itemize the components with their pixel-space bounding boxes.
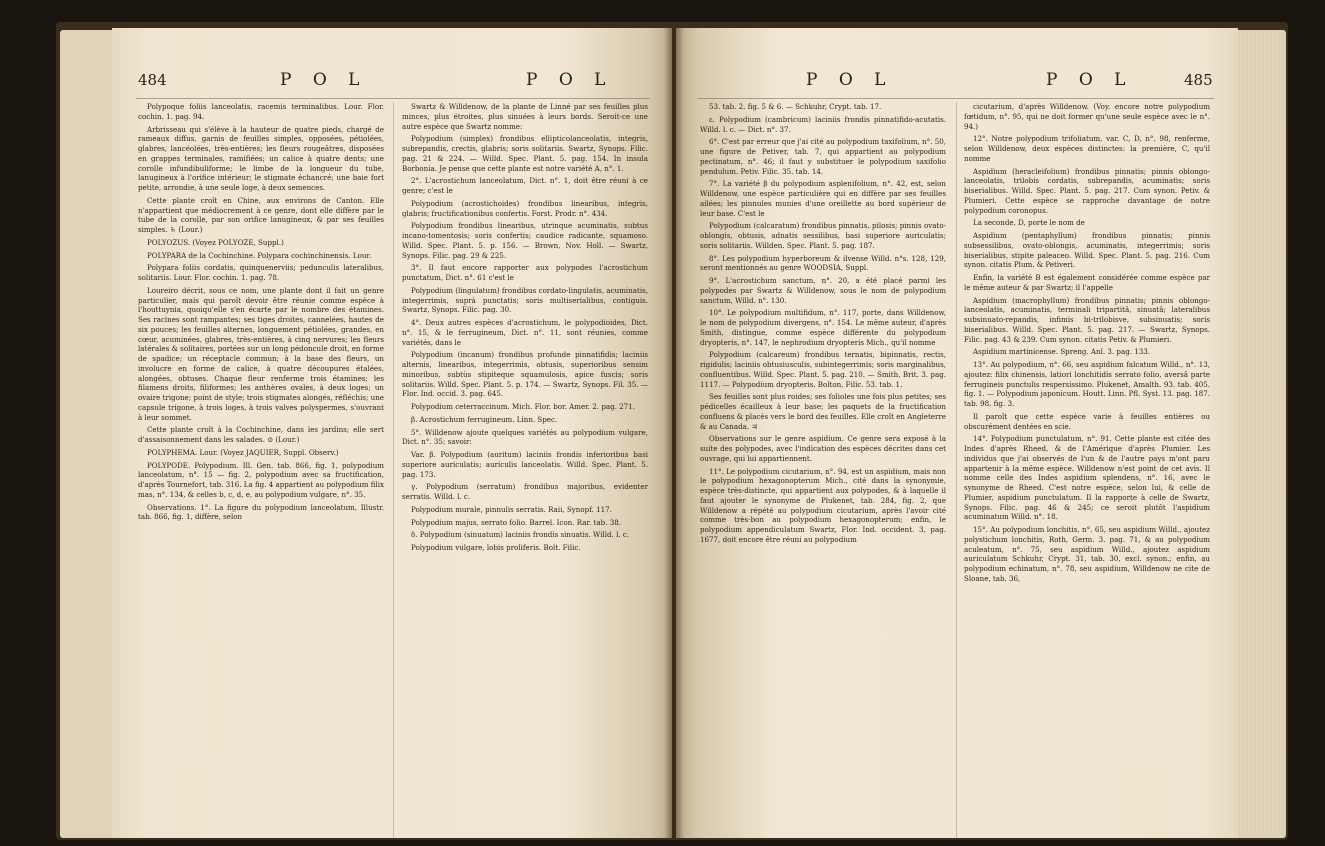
paragraph: Polypodium (acrostichoides) frondibus linearibus, integris, glabris; fructificationibus confertis. Forst. Prodr. n°. 434. <box>402 198 648 218</box>
paragraph: 2°. L'acrostichum lanceolatum, Dict. n°. 1, doit être réuni à ce genre; c'est le <box>402 176 648 195</box>
left-running-head-1: P O L <box>280 70 368 90</box>
paragraph: δ. Polypodium (sinuatum) laciniis frondis sinuatis. Willd. l. c. <box>411 530 630 540</box>
paragraph: 13°. Au polypodium, n°. 66, seu aspidium falcatum Willd., n°. 13, ajoutez: filix chinensis, latiori lonchitidis serrato folio, aversâ parte ferrugineis punctulis respersissimo. Plukenet, Amalth. 93. tab. 405. fig. 1. — Polypodium japonicum. Houtt. Linn. Pfl. Syst. 13. pag. 187. tab. 98. fig. 3. <box>964 360 1210 408</box>
paragraph: 8°. Les polypodium hyperboreum & ilvense Willd. n°s. 128, 129, seront mentionnés au genre WOODSIA, Suppl. <box>700 253 946 273</box>
paragraph: Polypodium (calcareum) frondibus ternatis, bipinnatis, rectis, rigidulis; laciniis obtusiusculis, subintegerrimis; soris marginalibus, confluentibus. Willd. Spec. Plant. 5. pag. 210. — Smith, Brit. 3. pag. 1117. — Polypodium dryopteris. Bolton, Filic. 53. tab. 1. <box>700 350 946 389</box>
paragraph: 5°. Willdenow ajoute quelques variétés au polypodium vulgare, Dict. n°. 35; savoir: <box>402 427 648 447</box>
paragraph: POLYPARA de la Cochinchine. Polypara cochinchinensis. Lour. <box>147 250 372 260</box>
paragraph: Var. β. Polypodium (auritum) laciniis frondis inferioribus basi superiore auriculatis; auriculis lanceolatis. Willd. Spec. Plant. 5. pag. 173. <box>402 450 648 479</box>
right-column-2 <box>964 102 1210 587</box>
paragraph: 4°. Deux autres espèces d'acrostichum, le polypodioides, Dict. n°. 15, & le ferrugineum, Dict. n°. 11, sont réunies, comme variétés, dans le <box>402 318 648 347</box>
paragraph: Polypodium murale, pinnulis serratis. Raii, Synopf. 117. <box>411 504 612 514</box>
paragraph: Observations. 1°. La figure du polypodium lanceolatum, Illustr. tab. 866, fig. 1, diffère, selon <box>138 502 384 522</box>
paragraph: 3°. Il faut encore rapporter aux polypodes l'acrostichum punctatum, Dict. n°. 61 c'est le <box>402 263 648 282</box>
paragraph: Il paroît que cette espèce varie à feuilles entières ou obscurément dentées en scie. <box>964 411 1210 431</box>
column-divider <box>956 102 957 838</box>
left-running-head-2: P O L <box>526 70 614 90</box>
paragraph: Cette plante croît en Chine, aux environs de Canton. Elle n'appartient que médiocrement à ce genre, dont elle diffère par le tube de la corolle, par son orifice lanugineux, & par ses feuilles simples. ♄ (Lour.) <box>138 195 384 234</box>
left-page-number: 484 <box>138 71 167 89</box>
paragraph: 14°. Polypodium punctulatum, n°. 91. Cette plante est citée des Indes d'après Rheed, & de l'Amérique d'après Plumier. Les individus que j'ai observés de l'un & de l'autre pays m'ont paru appartenir à la même espèce. Willdenow n'est point de cet avis. Il nomme celle des Indes aspidium splendens, n°. 16, avec le synonyme de Rheed. C'est notre espèce, selon lui, & celle de Plumier, aspidium punctulatum. Il la rapporte à celle de Swartz, Synops. Filic. pag. 46 & 245; ce seroit plutôt l'aspidium acuminatum Willd. n°. 18. <box>964 434 1210 522</box>
paragraph: Polypodium frondibus linearibus, utrinque acuminatis, subtus incano-tomentosis; soris confertis; caudice radicante, squamoso. Willd. Spec. Plant. 5. p. 156. — Brown, Nov. Holl. — Swartz, Synops. Filic. pag. 29 & 225. <box>402 221 648 260</box>
right-running-head-2: P O L <box>1046 70 1134 90</box>
book-gutter <box>664 28 684 838</box>
paragraph: Aspidium (pentaphyllum) frondibus pinnatis; pinnis subsessilibus, ovato-oblongis, acuminatis, integerrimis; soris biserialibus, stipite paleaceo. Willd. Spec. Plant. 5. pag. 216. Cum synon. citatis Plum. & Petiveri. <box>964 231 1210 270</box>
paragraph: Polypodium (lingulatum) frondibus cordato-lingulatis, acuminatis, integerrimis, suprà punctatis; soris multiserialibus, contiguis. Swartz, Synops. Filic. pag. 30. <box>402 285 649 315</box>
paragraph: POLYPHEMA. Lour. (Voyez JAQUIER, Suppl. Observ.) <box>147 447 339 457</box>
left-column-1 <box>138 102 384 525</box>
paragraph: Arbrisseau qui s'élève à la hauteur de quatre pieds, chargé de rameaux diffus, garnis de feuilles simples, opposées, pétiolées, glabres, lancéolées, très-entières; les fleurs rougeâtres, disposées en grappes terminales, ramifiées; un calice à quatre dents; une corolle infundibuliforme; le limbe de la longueur du tube, lanugineux à l'orifice intérieur; le stigmate échancré; une baie fort petite, arrondie, à une seule loge, à deux semences. <box>138 124 384 192</box>
left-column-2 <box>402 102 648 556</box>
column-divider <box>393 102 394 838</box>
paragraph: Polypara foliis cordatis, quinquenerviis; pedunculis lateralibus, solitariis. Lour. Flor. cochin. 1. pag. 78. <box>138 263 384 282</box>
right-column-1 <box>700 102 946 548</box>
paragraph: 9°. L'acrostichum sanctum, n°. 20, a été placé parmi les polypodes par Swartz & Willdenow, sous le nom de polypodium sanctum, Willd. n°. 130. <box>700 276 946 305</box>
paragraph: cicutarium, d'après Willdenow. (Voy. encore notre polypodium fœtidum, n°. 95, qui ne doit former qu'une seule espèce avec le n°. 94.) <box>964 102 1210 131</box>
paragraph: Ses feuilles sont plus roides; ses folioles une fois plus petites; ses pédicelles écailleux à leur base; les paquets de la fructification confluens & placés vers le bord des feuilles. Elle croît en Angleterre & au Canada. ♃ <box>700 392 946 431</box>
paragraph: Enfin, la variété B est également considérée comme espèce par le même auteur & par Swartz; il l'appelle <box>964 273 1210 292</box>
right-running-head-1: P O L <box>806 70 894 90</box>
paragraph: Polypodium ceterraccinum. Mich. Flor. bor. Amer. 2. pag. 271. <box>411 402 635 411</box>
paragraph: Observations sur le genre aspidium. Ce genre sera exposé à la suite des polypodes, avec l'indication des espèces décrites dans cet ouvrage, qui lui appartiennent. <box>700 434 946 463</box>
paragraph: 15°. Au polypodium lonchitis, n°. 65, seu aspidium Willd., ajoutez polystichum lonchitis, Roth, Germ. 3. pag. 71, & au polypodium aculeatum, n°. 75, seu aspidium Willd., ajoutez aspidium auriculatum Schkuhr, Crypt. 31, tab. 30, excl. synon.; enfin, au polypodium echinatum, n°. 78, seu aspidium, Willdenow ne cite de Sloane, tab. 36, <box>964 525 1210 583</box>
header-rule <box>136 98 650 99</box>
paragraph: Cette plante croît à la Cochinchine, dans les jardins; elle sert d'assaisonnement dans les salades. ⊙ (Lour.) <box>138 425 384 444</box>
paragraph: 7°. La variété β du polypodium asplenifolium, n°. 42, est, selon Willdenow, une espèce particulière qui en diffère par ses feuilles ailées; les pinnules munies d'une oreillette au bord supérieur de leur base. C'est le <box>700 179 946 218</box>
paragraph: Swartz & Willdenow, de la plante de Linné par ses feuilles plus minces, plus étroites, plus sinuées à leurs bords. Seroit-ce une autre espèce que Swartz nomme: <box>402 102 648 131</box>
paragraph: Aspidium (macrophyllum) frondibus pinnatis; pinnis oblongo-lanceolatis, acuminatis, terminali tripartitâ, sinuatâ; lateralibus subsinuato-repandis, infimis bi-trilobisve, subsinuatis; soris biserialibus. Willd. Spec. Plant. 5. pag. 217. — Swartz, Synops. Filic. pag. 43 & 239. Cum synon. citatis Petiv. & Plumieri. <box>964 295 1210 344</box>
paragraph: Polypoque foliis lanceolatis, racemis terminalibus. Lour. Flor. cochin. 1. pag. 94. <box>138 102 384 121</box>
paragraph: Aspidium (heracleifolium) frondibus pinnatis; pinnis oblongo-lanceolatis, trilobis cordatis, subrepandis, acuminatis; soris biserialibus. Willd. Spec. Plant. 5. pag. 217. Cum synon. Petiv. & Plumieri. Cette espèce se rapproche davantage de notre polypodium coronopus. <box>964 166 1210 215</box>
left-page <box>112 28 672 838</box>
paragraph: La seconde, D, porte le nom de <box>973 218 1085 228</box>
right-page-number: 485 <box>1184 71 1213 89</box>
page-edges-right <box>1234 30 1286 838</box>
paragraph: 10°. Le polypodium multifidum, n°. 117, porte, dans Willdenow, le nom de polypodium divergens, n°. 154. Le même auteur, d'après Smith, distingue, comme espèce différente du polypodium dryopteris, n°. 147, le nephrodium dryopteris Mich., qu'il nomme <box>700 308 946 347</box>
paragraph: β. Acrostichum ferrugineum. Linn. Spec. <box>411 414 558 424</box>
paragraph: 6°. C'est par erreur que j'ai cité au polypodium taxifolium, n°. 50, une figure de Petiver, tab. 7, qui appartient au polypodium pectinatum, n°. 46; il faut y substituer le polypodium saxifolio pendulum. Petiv. Filic. 35. tab. 14. <box>700 137 946 176</box>
paragraph: 53. tab. 2. fig. 5 & 6. — Schkuhr, Crypt. tab. 17. <box>709 102 882 111</box>
paragraph: Polypodium (incanum) frondibus profunde pinnatifidis; laciniis alternis, linearibus, integerrimis, obtusis, superioribus sensim minoribus, subtùs stipiteque squamulosis, apice fuscis; soris solitariis. Willd. Spec. Plant. 5. p. 174. — Swartz, Synops. Fil. 35. — Flor. Ind. occid. 3. pag. 645. <box>402 350 648 399</box>
paragraph: Polypodium vulgare, lobis proliferis. Bolt. Filic. <box>411 543 581 552</box>
paragraph: Loureiro décrit, sous ce nom, une plante dont il fait un genre particulier, mais qui paroît devoir être réunie comme espèce à l'houttuynia, quoiqu'elle s'en écarte par le nombre des étamines. Ses racines sont rampantes; ses tiges droites, cannelées, hautes de six pouces; les feuilles alternes, longuement pétiolées, grandes, en cœur, acuminées, glabres, très-entières, à cinq nervures; les fleurs latérales & solitaires, portées sur un long pédoncule droit, en forme de spadice; un réceptacle commun; à la base des fleurs, un involucre en forme de calice, à quatre découpures étalées, alongées, obtuses. Chaque fleur renferme trois étamines; les filamens droits, filiformes; les anthères ovales, à deux loges; un ovaire trigone; point de style; trois stigmates alongés, réfléchis; une capsule trigone, à trois loges, à trois valves polyspermes, s'ouvrant à leur sommet. <box>138 285 384 422</box>
paragraph: 11°. Le polypodium cicutarium, n°. 94, est un aspidium, mais non le polypodium hexagonopterum Mich., cité dans la synonymie, espèce très-distincte, qui appartient aux polypodes, & à laquelle il faut ajouter le synonyme de Plukenet, tab. 284, fig. 2, que Willdenow a répété au polypodium cicutarium, après l'avoir cité comme très-bon au polypodium hexagonopterum; enfin, le polypodium appendiculatum Swartz, Flor. Ind. occident. 3, pag. 1677, doit encore être réuni au polypodium <box>700 466 946 544</box>
paragraph: γ. Polypodium (serratum) frondibus majoribus, evidenter serratis. Willd. l. c. <box>402 482 648 501</box>
paragraph: 12°. Notre polypodium trifoliatum, var. C, D, n°. 98, renferme, selon Willdenow, deux espèces distinctes: la première, C, qu'il nomme <box>964 134 1210 163</box>
paragraph: Polypodium (simplex) frondibus ellipticolanceolatis, integris, subrepandis, crectis, glabris; soris solitariis. Swartz, Synops. Filic. pag. 21 & 224. — Willd. Spec. Plant. 5. pag. 154. In insula Borbonia. Je pense que cette plante est notre variété A, n°. 1. <box>402 134 648 173</box>
paragraph: POLYPODE. Polypodium. Ill. Gen. tab. 866, fig. 1, polypodium lanceolatum, n°. 15 — fig. 2, polypodium avec sa fructification, d'après Tournefort, tab. 316. La fig. 4 appartient au polypodium filix mas, n°. 134, & celles b, c, d, e, au polypodium vulgare, n°. 35. <box>138 460 385 499</box>
paragraph: Polypodium majus, serrato folio. Barrel. Icon. Rar. tab. 38. <box>411 517 621 527</box>
right-page <box>676 28 1238 838</box>
paragraph: ε. Polypodium (cambricum) laciniis frondis pinnatifido-acutatis. Willd. l. c. — Dict. n°. 37. <box>700 114 946 134</box>
header-rule <box>698 98 1214 99</box>
paragraph: Aspidium martinicense. Spreng. Anl. 3. pag. 133. <box>973 347 1151 357</box>
paragraph: POLYOZUS. (Voyez POLYOZE, Suppl.) <box>147 237 284 247</box>
paragraph: Polypodium (calcaratum) frondibus pinnatis, pilosis; pinnis ovato-oblongis, obtusis, adnatis sessilibus, basi superiore auriculatis; soris solitariis. Willden. Spec. Plant. 5. pag. 187. <box>700 221 946 250</box>
